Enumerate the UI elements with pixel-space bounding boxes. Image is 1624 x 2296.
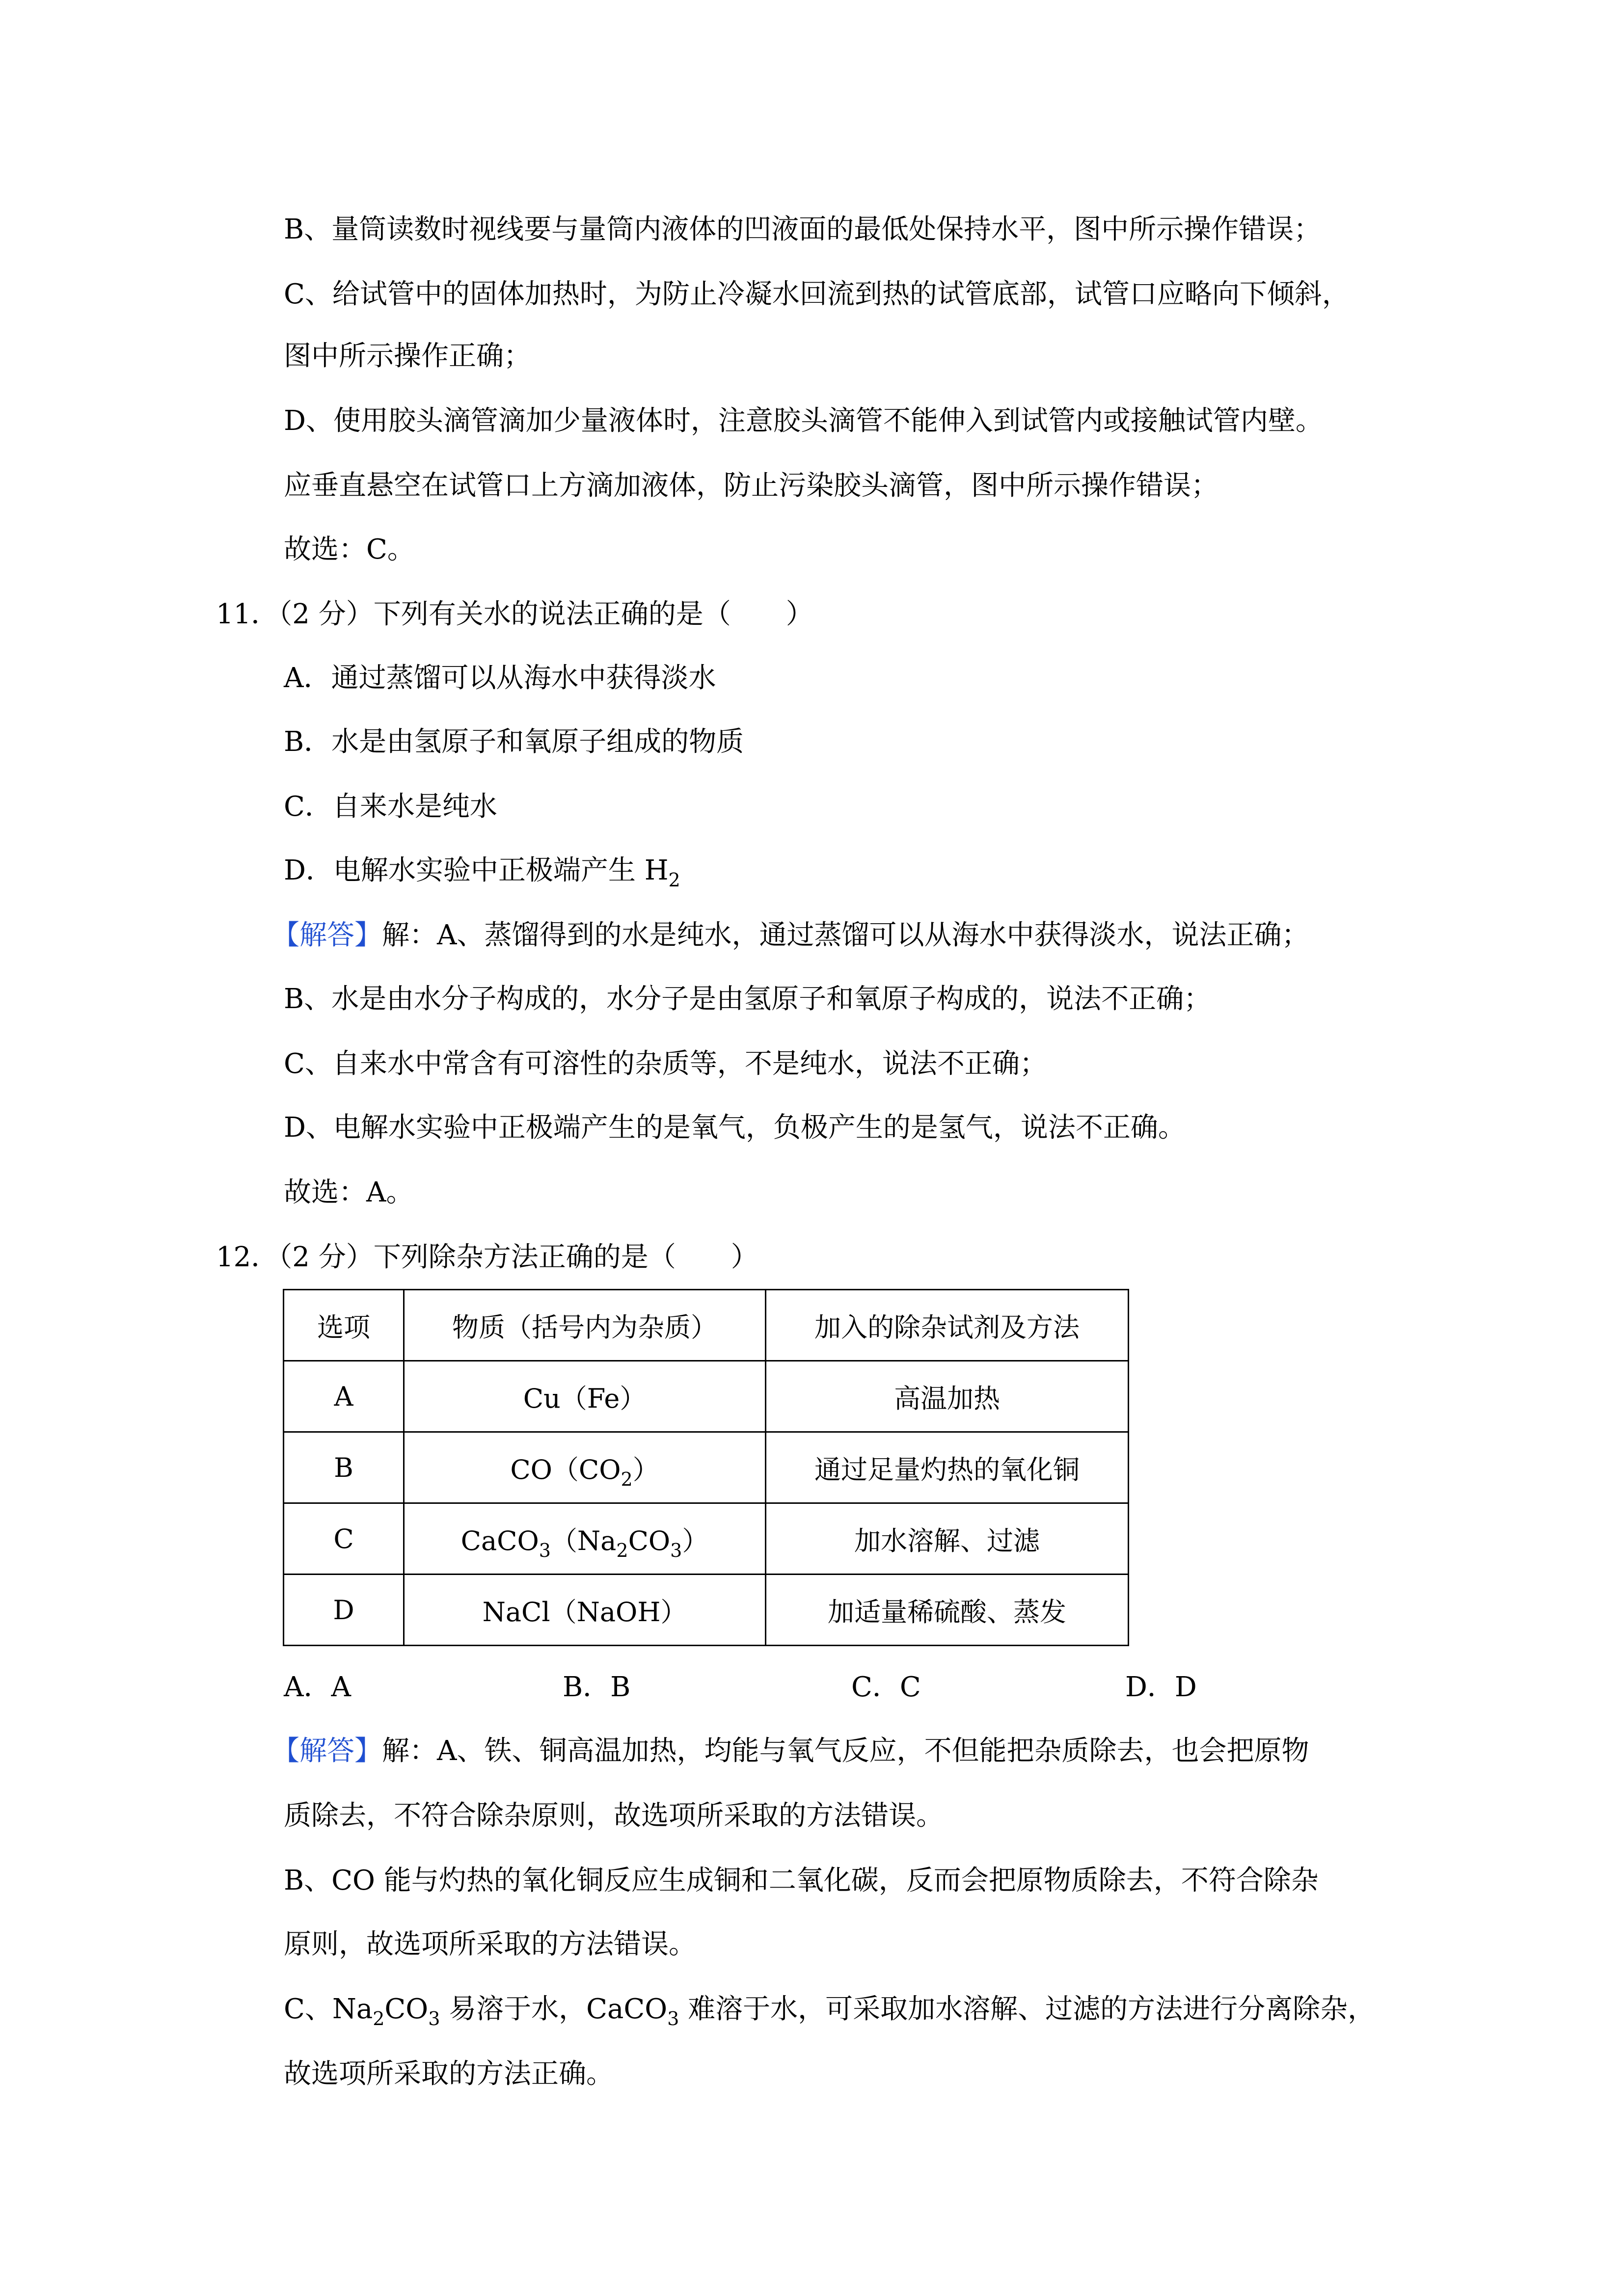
- table-cell: A: [284, 1361, 404, 1432]
- table-cell: $CO(CO_2)$: [404, 1432, 766, 1503]
- table-header: 选项: [284, 1290, 404, 1361]
- q11-answer-line: B、水是由水分子构成的，水分子是由氢原子和氧原子构成的，说法不正确；: [284, 983, 1212, 1015]
- text-line: 故选：C。: [284, 534, 415, 565]
- question-12-title: 12．（2 分）下列除杂方法正确的是（ ）: [216, 1241, 758, 1273]
- q12-answer-line: B、CO 能与灼热的氧化铜反应生成铜和二氧化碳，反而会把原物质除去，不符合除杂: [284, 1865, 1319, 1896]
- impurity-removal-table: [283, 1289, 1129, 1646]
- q12-choice-c: C．C: [851, 1671, 921, 1703]
- q12-answer-line: 故选项所采取的方法正确。: [284, 2058, 614, 2090]
- question-11-title: 11．（2 分）下列有关水的说法正确的是（ ）: [216, 598, 813, 630]
- q12-choice-a: A．A: [284, 1671, 351, 1703]
- q11-answer-line: D、电解水实验中正极端产生的是氧气，负极产生的是氢气，说法不正确。: [284, 1112, 1186, 1144]
- q12-answer-line: 原则，故选项所采取的方法错误。: [284, 1928, 696, 1960]
- table-cell: 加适量稀硫酸、蒸发: [766, 1575, 1129, 1646]
- table-row: [284, 1432, 1129, 1503]
- q11-answer-line: 【解答】解：A、蒸馏得到的水是纯水，通过蒸馏可以从海水中获得淡水，说法正确；: [272, 919, 1309, 951]
- q11-option-c: C．自来水是纯水: [284, 791, 497, 823]
- text-line: 应垂直悬空在试管口上方滴加液体，防止污染胶头滴管，图中所示操作错误；: [284, 470, 1218, 502]
- table-cell: B: [284, 1432, 404, 1503]
- answer-tag: 【解答】: [272, 1735, 382, 1767]
- text-line: D、使用胶头滴管滴加少量液体时，注意胶头滴管不能伸入到试管内或接触试管内壁。: [284, 405, 1323, 437]
- q12-answer-line: 【解答】解：A、铁、铜高温加热，均能与氧气反应，不但能把杂质除去，也会把原物: [272, 1735, 1309, 1767]
- text-line: B、量筒读数时视线要与量筒内液体的凹液面的最低处保持水平，图中所示操作错误；: [284, 214, 1322, 245]
- table-cell: 加水溶解、过滤: [766, 1503, 1129, 1575]
- q12-choice-b: B．B: [563, 1671, 631, 1703]
- table-cell: 高温加热: [766, 1361, 1129, 1432]
- q11-answer-line: 故选：A。: [284, 1176, 414, 1208]
- table-row: [284, 1503, 1129, 1575]
- table-cell: NaCl（NaOH）: [404, 1575, 766, 1646]
- table-cell: 通过足量灼热的氧化铜: [766, 1432, 1129, 1503]
- table-cell: C: [284, 1503, 404, 1575]
- table-cell: $CaCO_3(Na_2CO_3)$: [404, 1503, 766, 1575]
- q11-option-d: D．电解水实验中正极端产生 $H_2$: [284, 854, 680, 891]
- q11-option-b: B．水是由氢原子和氧原子组成的物质: [284, 726, 744, 758]
- text-line: C、给试管中的固体加热时，为防止冷凝水回流到热的试管底部，试管口应略向下倾斜，: [284, 278, 1350, 310]
- q12-answer-line: 质除去，不符合除杂原则，故选项所采取的方法错误。: [284, 1800, 944, 1832]
- answer-tag: 【解答】: [272, 919, 382, 951]
- table-row: [284, 1575, 1129, 1646]
- q12-choice-d: D．D: [1125, 1671, 1197, 1703]
- q12-answer-line: C、$Na_2CO_3$ 易溶于水，CaCO$_3$ 难溶于水，可采取加水溶解、过滤的方法进行分离除杂，: [284, 1993, 1376, 2029]
- table-cell: Cu（Fe）: [404, 1361, 766, 1432]
- table-header: 加入的除杂试剂及方法: [766, 1290, 1129, 1361]
- table-header-row: [284, 1290, 1129, 1361]
- table-header: 物质（括号内为杂质）: [404, 1290, 766, 1361]
- q11-answer-line: C、自来水中常含有可溶性的杂质等，不是纯水，说法不正确；: [284, 1048, 1047, 1080]
- table-cell: D: [284, 1575, 404, 1646]
- text-line: 图中所示操作正确；: [284, 340, 531, 372]
- table-row: [284, 1361, 1129, 1432]
- q11-option-a: A．通过蒸馏可以从海水中获得淡水: [284, 662, 716, 694]
